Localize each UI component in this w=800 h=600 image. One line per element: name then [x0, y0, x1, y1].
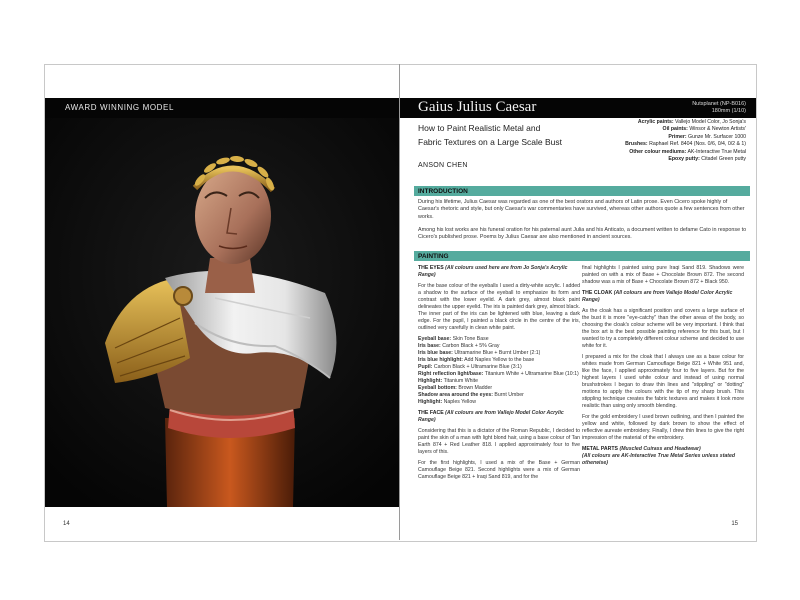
right-header-bar [400, 98, 756, 118]
face-paragraph-2: For the first highlights, I used a mix of the Base + German Camouflage Beige 821. Second highlights were a mix of German Camouflage Beige 821 + Iraqi Sand 819, and for the [418, 460, 580, 480]
section-label: AWARD WINNING MODEL [65, 103, 175, 112]
cloak-paragraph-3: For the gold embroidery I used brown outlining, and then I painted the yellow and white, followed by dark brown to show the effect of reflective aureate embroidery. Finally, I drew thin lines to give the right impression of the material of the embroidery. [582, 414, 744, 441]
subtitle-line-2: Fabric Textures on a Large Scale Bust [418, 137, 562, 147]
face-note: (All colours are from Vallejo Model Color Acrylic Range) [418, 410, 564, 423]
author-name: ANSON CHEN [418, 162, 468, 169]
right-page-number: 15 [731, 521, 738, 527]
right-page [400, 64, 757, 542]
left-header-bar [45, 98, 401, 118]
cloak-note: (All colours are from Vallejo Model Color Acrylic Range) [582, 290, 733, 303]
cloak-heading: THE CLOAK [582, 290, 613, 296]
introduction-header [414, 186, 750, 196]
eyes-heading: THE EYES [418, 265, 444, 271]
material-row: Other colour mediums: AK-Interactive True Metal [629, 148, 746, 155]
cloak-paragraph-1: As the cloak has a significant position and covers a large surface of the bust it is more "eye-catchy" than the other areas of the body, so choosing the cloak's colour scheme will be very important. I think that the box art is the best possible painting reference for this bust, but I wanted to try a completely different colour scheme and decided to use white for it. [582, 308, 744, 349]
cloak-paragraph-2: I prepared a mix for the cloak that I always use as a base colour for whites made from German Camouflage Beige 821 + White 951 and, like the face, I applied approximately four to five layers. But for the highest layers I used white colour and instead of using normal brushstrokes I began to draw thin lines and "stippling" or "dotting" motions to apply the colours with the tip of my sharp brush. This stippling technique creates the fabric textures and makes it look more realistic than using only smooth blending. [582, 354, 744, 409]
material-row: Acrylic paints: Vallejo Model Color, Jo Sonja's [637, 119, 746, 125]
face-paragraph-3: final highlights I painted using pure Iraqi Sand 819. Shadows were painted on with a mix of Base + Chocolate Brown 872. The second shadow was a mix of Base + Chocolate Brown 872 + Black 950. [582, 265, 744, 285]
face-paragraph-1: Considering that this is a dictator of the Roman Republic, I decided to paint the skin of a man with light blond hair, using a base colour of Tan Earth 874 + Red Leather 818. I applied approximately four to five layers of this. [418, 428, 580, 455]
text-column-1 [418, 265, 580, 485]
kit-manufacturer: Nutsplanet (NP-B016) [692, 101, 746, 107]
intro-paragraph-2: Among his lost works are his funeral oration for his paternal aunt Julia and his Anticato, a document written to defame Cato in response to Cicero's published prose. Poems by Julius Caesar are also mentioned in ancient sources. [418, 227, 747, 241]
intro-paragraph-1: During his lifetime, Julius Caesar was regarded as one of the best orators and authors of Latin prose. Even Cicero spoke highly of Caesar's rhetoric and style, but only Caesar's war commentaries have survived, whereas other authors quote a few sentences from other works. [418, 199, 745, 220]
material-row: Primer: Gunze Mr. Surfacer 1000 [668, 133, 746, 140]
painting-heading: PAINTING [418, 252, 449, 260]
eyes-note: (All colours used here are from Jo Sonja's Acrylic Range) [418, 265, 568, 278]
eye-specs: Eyeball base: Skin Tone Base Iris base: Carbon Black + 5% Gray Iris blue base: Ultramarine Blue + Burnt Umber (2:1) Iris blue highlight: Add Naples Yellow to the base Pupil: Carbon Black + Ultramarine Blue (3:1) Right reflection light/base: Titanium White + Ultramarine Blue (10:1) Highlight: Titanium White Eyeball bottom: Brown Madder Shadow area around the eyes: Burnt Umber Highlight: Naples Yellow [418, 336, 579, 405]
left-page-number: 14 [63, 521, 70, 527]
eyes-paragraph: For the base colour of the eyeballs I used a dirty-white acrylic. I added a shadow to the surface of the eyeball to emphasize its form and contrast with the lower eyelid. A dark grey, almost black paint delineates the upper eyelid. The iris is painted dark grey, almost black. The inner part of the iris can be lightened with blue, leaving a dark edge. For the pupil, I painted a black circle in the centre of the iris, outlined very carefully in clean white paint. [418, 283, 580, 331]
metal-note-1: (Muscled Cuirass and Headwear) [619, 446, 701, 452]
material-row: Brushes: Raphael Ref. 8404 (Nos. 0/6, 0/4, 0/2 & 1) [625, 141, 746, 148]
material-row: Oil paints: Winsor & Newton Artists' [662, 126, 746, 133]
text-column-2 [582, 265, 744, 471]
article-subtitle [418, 121, 568, 149]
material-row: Epoxy putty: Citadel Green putty [668, 156, 746, 163]
kit-scale: 180mm (1/10) [711, 108, 746, 114]
bust-photo [45, 118, 401, 507]
magazine-spread [44, 64, 756, 540]
kit-info [692, 101, 746, 115]
left-page [44, 64, 401, 542]
metal-heading: METAL PARTS [582, 446, 619, 452]
face-heading: THE FACE [418, 410, 444, 416]
subtitle-line-1: How to Paint Realistic Metal and [418, 123, 541, 133]
caesar-bust-image [45, 118, 401, 507]
materials-list [625, 119, 746, 163]
painting-header [414, 251, 750, 261]
article-title: Gaius Julius Caesar [418, 99, 537, 115]
introduction-heading: INTRODUCTION [418, 187, 468, 195]
metal-note-2: (All colours are AK-Interactive True Metal Series unless stated otherwise) [582, 453, 736, 466]
